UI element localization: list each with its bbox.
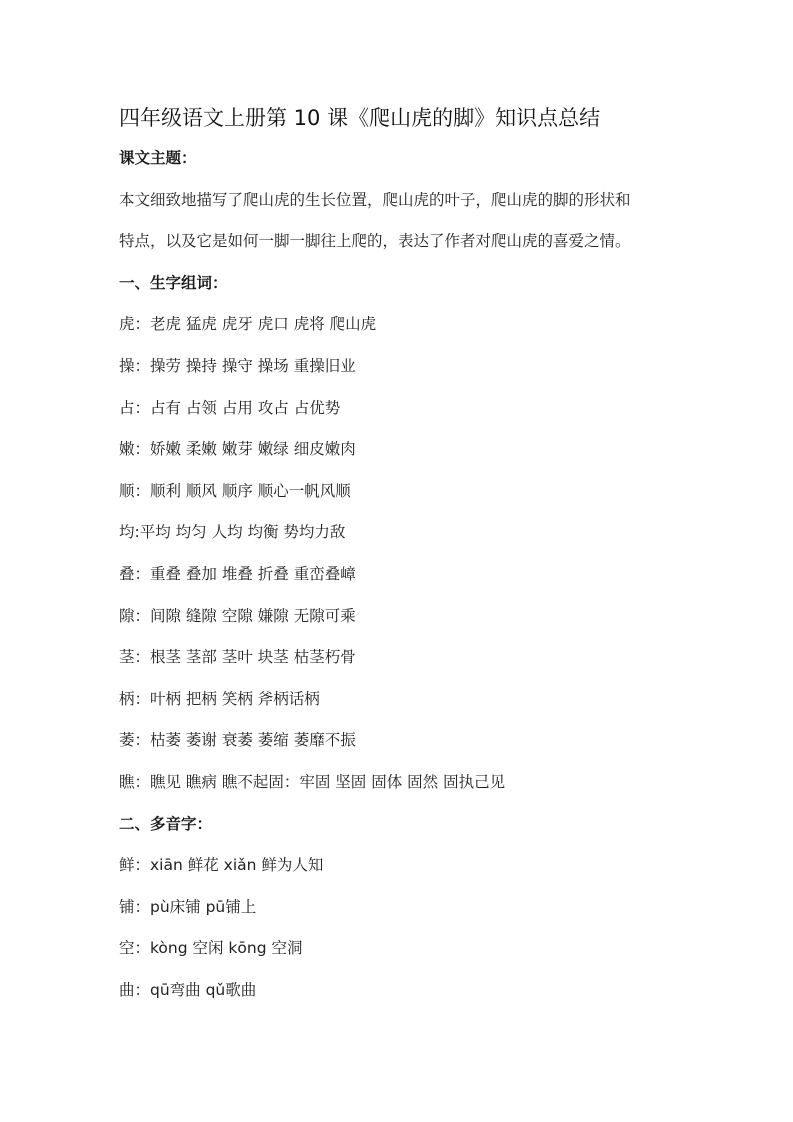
polyphone-line: 鲜：xiān 鲜花 xiǎn 鲜为人知 bbox=[119, 856, 324, 875]
word-group-line: 叠：重叠 叠加 堆叠 折叠 重峦叠嶂 bbox=[119, 564, 356, 583]
word-group-line: 萎：枯萎 萎谢 衰萎 萎缩 萎靡不振 bbox=[119, 731, 356, 750]
word-group-line: 顺：顺利 顺风 顺序 顺心一帆风顺 bbox=[119, 481, 351, 500]
theme-paragraph-line: 特点，以及它是如何一脚一脚往上爬的，表达了作者对爬山虎的喜爱之情。 bbox=[119, 232, 631, 251]
word-group-line: 占：占有 占领 占用 攻占 占优势 bbox=[119, 398, 341, 417]
word-group-line: 隙：间隙 缝隙 空隙 嫌隙 无隙可乘 bbox=[119, 606, 356, 625]
document-title: 四年级语文上册第 10 课《爬山虎的脚》知识点总结 bbox=[119, 106, 601, 130]
polyphone-line: 铺：pù床铺 pū铺上 bbox=[119, 897, 257, 916]
word-group-line: 嫩：娇嫩 柔嫩 嫩芽 嫩绿 细皮嫩肉 bbox=[119, 440, 356, 459]
word-group-line: 虎：老虎 猛虎 虎牙 虎口 虎将 爬山虎 bbox=[119, 315, 377, 334]
theme-heading: 课文主题： bbox=[119, 149, 197, 167]
word-group-line: 瞧：瞧见 瞧病 瞧不起固：牢固 坚固 固体 固然 固执己见 bbox=[119, 772, 506, 791]
polyphone-line: 空：kòng 空闲 kōng 空洞 bbox=[119, 939, 303, 958]
word-group-line: 柄：叶柄 把柄 笑柄 斧柄话柄 bbox=[119, 689, 320, 708]
word-group-line: 操：操劳 操持 操守 操场 重操旧业 bbox=[119, 356, 356, 375]
word-group-line: 均:平均 均匀 人均 均衡 势均力敌 bbox=[119, 523, 346, 542]
polyphone-line: 曲：qū弯曲 qǔ歌曲 bbox=[119, 980, 257, 999]
document-body bbox=[119, 103, 699, 1020]
theme-paragraph-line: 本文细致地描写了爬山虎的生长位置，爬山虎的叶子，爬山虎的脚的形状和 bbox=[119, 190, 631, 209]
section-heading-polyphones: 二、多音字： bbox=[119, 814, 213, 833]
word-group-line: 茎：根茎 茎部 茎叶 块茎 枯茎朽骨 bbox=[119, 648, 356, 667]
section-heading-words: 一、生字组词： bbox=[119, 273, 228, 292]
